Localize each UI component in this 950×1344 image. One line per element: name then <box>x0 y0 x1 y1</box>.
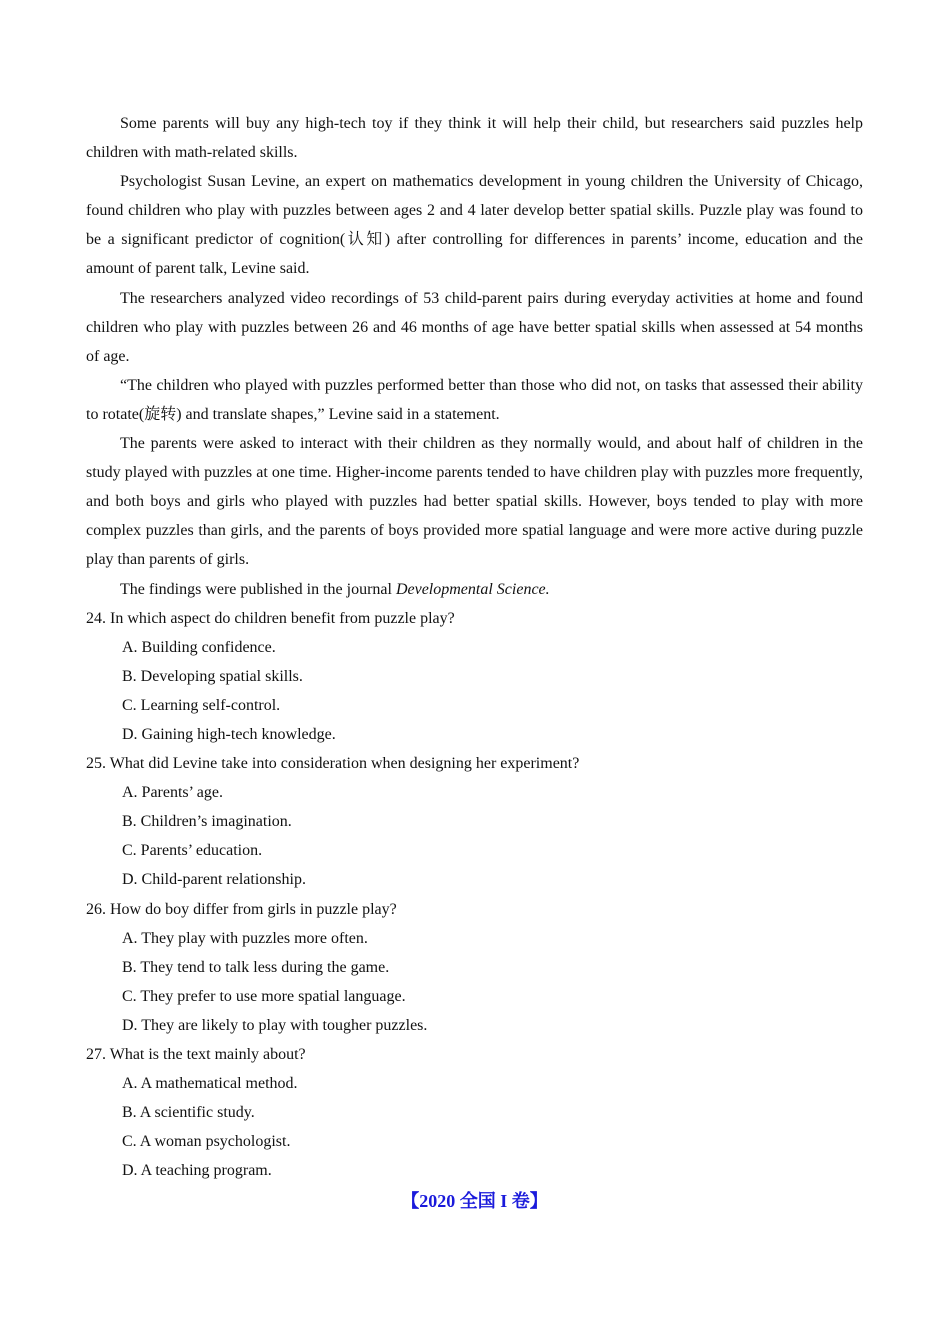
question-26 <box>86 895 863 1040</box>
question-text: 26. How do boy differ from girls in puzzle play? <box>86 900 397 918</box>
passage-paragraph-final <box>86 575 863 604</box>
option: C. Learning self-control. <box>122 696 281 714</box>
question-25 <box>86 749 863 894</box>
option: A. A mathematical method. <box>122 1075 298 1093</box>
question-27 <box>86 1040 863 1185</box>
option: C. They prefer to use more spatial language. <box>122 987 406 1005</box>
section-title: 【2020 全国 I 卷】 <box>401 1191 548 1212</box>
passage-paragraph: Some parents will buy any high-tech toy if they think it will help their child, but researchers said puzzles help children with math-related skills. <box>86 115 863 162</box>
option: A. They play with puzzles more often. <box>122 929 368 947</box>
document-page <box>86 109 863 1217</box>
option: D. Child-parent relationship. <box>122 871 306 889</box>
question-text: 25. What did Levine take into consideration when designing her experiment? <box>86 755 580 773</box>
passage-paragraph: “The children who played with puzzles performed better than those who did not, on tasks that assessed their ability to rotate(旋转) and translate shapes,” Levine said in a statement. <box>86 376 863 423</box>
option: A. Building confidence. <box>122 638 276 656</box>
question-text: 27. What is the text mainly about? <box>86 1046 306 1063</box>
option: D. Gaining high-tech knowledge. <box>122 725 336 743</box>
passage-paragraph: The parents were asked to interact with their children as they normally would, and about half of children in the study played with puzzles at one time. Higher-income parents tended to have children play with puzzles more frequently, and both boys and girls who played with puzzles had better spatial skills. However, boys tended to play with more complex puzzles than girls, and the parents of boys provided more spatial language and were more active during puzzle play than parents of girls. <box>86 435 863 569</box>
option: D. They are likely to play with tougher puzzles. <box>122 1016 428 1034</box>
option: B. Children’s imagination. <box>122 813 292 831</box>
journal-name: Developmental Science. <box>395 580 550 598</box>
option: A. Parents’ age. <box>122 784 223 802</box>
option: C. A woman psychologist. <box>122 1133 291 1151</box>
question-24 <box>86 604 863 749</box>
option: B. They tend to talk less during the game. <box>122 958 390 976</box>
final-text: The findings were published in the journal <box>120 580 396 598</box>
option: C. Parents’ education. <box>122 842 263 860</box>
passage-paragraph: Psychologist Susan Levine, an expert on mathematics development in young children the University of Chicago, found children who play with puzzles between ages 2 and 4 later develop better spatial skills. Puzzle play was found to be a significant predictor of cognition(认知) after controlling for differences in parents’ income, education and the amount of parent talk, Levine said. <box>86 173 863 278</box>
option: D. A teaching program. <box>122 1162 272 1180</box>
question-text: 24. In which aspect do children benefit from puzzle play? <box>86 609 455 627</box>
option: B. Developing spatial skills. <box>122 667 303 685</box>
option: B. A scientific study. <box>122 1104 255 1122</box>
passage-paragraph: The researchers analyzed video recordings of 53 child-parent pairs during everyday activities at home and found children who play with puzzles between 26 and 46 months of age have better spatial skills when assessed at 54 months of age. <box>86 289 863 365</box>
